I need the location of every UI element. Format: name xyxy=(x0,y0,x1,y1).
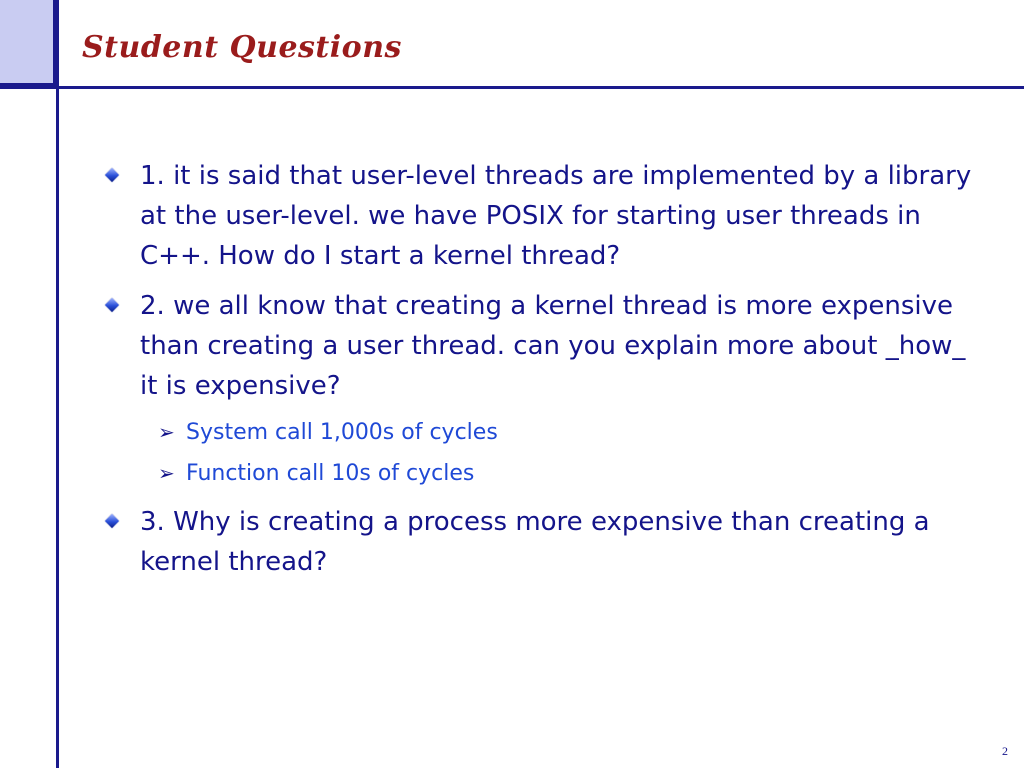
bullet-item-3 xyxy=(104,502,974,582)
vertical-rule xyxy=(56,0,59,768)
arrowhead-bullet-icon: ➢ xyxy=(158,420,175,444)
diamond-bullet-icon xyxy=(105,168,119,182)
bullet-text: 2. we all know that creating a kernel thread is more expensive than creating a user thread. can you explain more about _how_ it is expensive? xyxy=(140,291,966,401)
bullet-item-1 xyxy=(104,156,974,276)
sub-bullet-item-1 xyxy=(104,412,974,453)
corner-decoration xyxy=(0,0,56,86)
bullet-item-2 xyxy=(104,286,974,406)
bullet-text: 3. Why is creating a process more expensive than creating a kernel thread? xyxy=(140,507,930,577)
horizontal-rule xyxy=(0,86,1024,89)
diamond-bullet-icon xyxy=(105,298,119,312)
arrowhead-bullet-icon: ➢ xyxy=(158,461,175,485)
page-number: 2 xyxy=(1002,744,1008,758)
diamond-bullet-icon xyxy=(105,514,119,528)
sub-bullet-list xyxy=(104,412,974,494)
sub-bullet-text: Function call 10s of cycles xyxy=(186,461,475,486)
sub-bullet-text: System call 1,000s of cycles xyxy=(186,420,498,445)
bullet-list xyxy=(104,156,974,592)
bullet-text: 1. it is said that user-level threads are implemented by a library at the user-level. we have POSIX for starting user threads in C++. How do I start a kernel thread? xyxy=(140,161,972,271)
slide-title: Student Questions xyxy=(82,30,402,65)
sub-bullet-item-2 xyxy=(104,453,974,494)
